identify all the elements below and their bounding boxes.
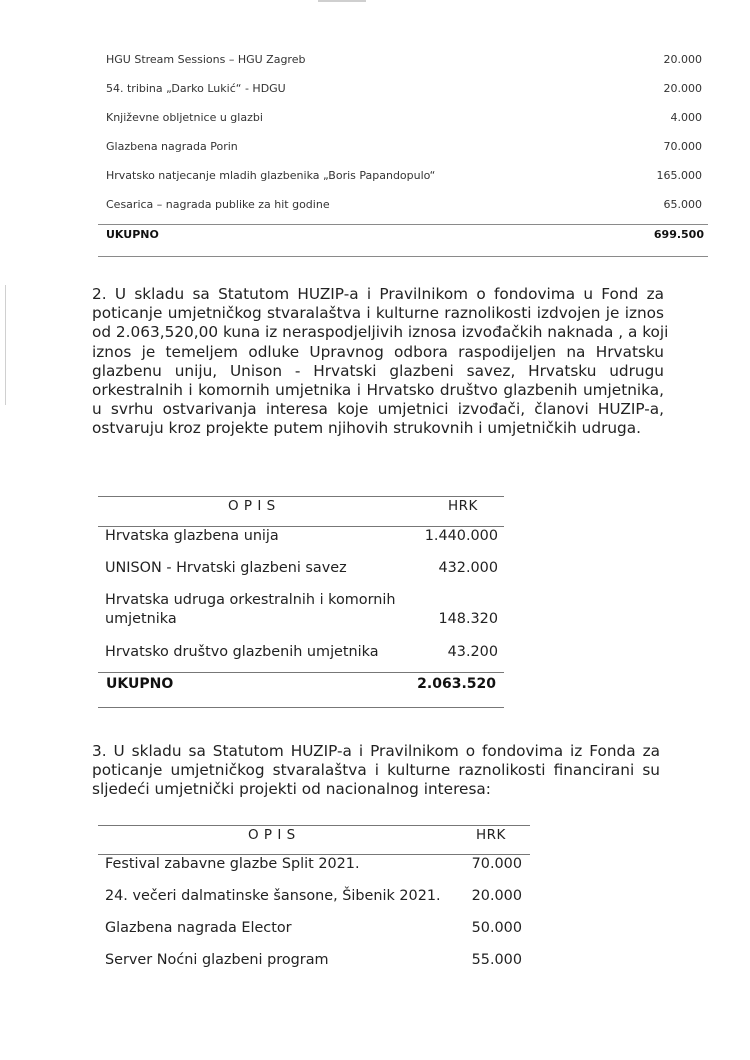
row-amount: 20.000 [663,53,702,66]
table-divider [98,672,504,673]
table-divider [98,256,708,257]
row-description: UNISON - Hrvatski glazbeni savez [105,560,347,576]
column-header-description: O P I S [228,498,276,514]
row-amount: 20.000 [663,82,702,95]
row-amount: 55.000 [471,952,522,968]
row-description: Književne obljetnice u glazbi [106,111,263,124]
row-description: Festival zabavne glazbe Split 2021. [105,856,360,872]
row-description: Hrvatsko natjecanje mladih glazbenika „Boris Papandopulo“ [106,169,436,182]
scan-edge-mark [318,0,366,2]
row-amount: 65.000 [663,198,702,211]
paragraph-line: sljedeći umjetnički projekti od nacionalnog interesa: [92,780,491,799]
row-amount: 4.000 [670,111,702,124]
table-divider [98,825,530,826]
table-row [98,164,708,186]
row-description: Cesarica – nagrada publike za hit godine [106,198,330,211]
row-description: Hrvatsko društvo glazbenih umjetnika [105,644,379,660]
paragraph-line: ostvaruju kroz projekte putem njihovih strukovnih i umjetničkih udruga. [92,419,642,438]
total-label: UKUPNO [106,676,174,692]
paragraph-line: poticanje umjetničkog stvaralaštva i kulturne raznolikosti izdvojen je iznos [92,304,664,323]
row-description: 54. tribina „Darko Lukić“ - HDGU [106,82,286,95]
total-amount: 2.063.520 [417,676,496,692]
table-divider [98,707,504,708]
row-amount: 165.000 [656,169,702,182]
row-description: Server Noćni glazbeni program [105,952,329,968]
paragraph-3 [92,742,660,800]
row-amount: 20.000 [471,888,522,904]
column-header-amount: HRK [448,498,478,514]
column-header-amount: HRK [476,827,506,843]
row-description: HGU Stream Sessions – HGU Zagreb [106,53,306,66]
paragraph-2 [92,285,669,439]
table-divider [98,526,504,527]
paragraph-line: 3. U skladu sa Statutom HUZIP-a i Pravilnikom o fondovima iz Fonda za [92,742,660,760]
table-divider [98,496,504,497]
paragraph-line: od 2.063,520,00 kuna iz neraspodjeljivih iznosa izvođačkih naknada , a koji [92,323,669,342]
funding-table-2 [98,490,504,710]
row-description: Glazbena nagrada Elector [105,920,292,936]
table-row [98,77,708,99]
scan-edge-mark [5,285,6,405]
table-row [98,48,708,70]
table-divider [98,854,530,855]
table-row [98,135,708,157]
total-label: UKUPNO [106,228,159,241]
paragraph-line: u svrhu ostvarivanja interesa koje umjetnici izvođači, članovi HUZIP-a, [92,400,664,419]
paragraph-line: orkestralnih i komornih umjetnika i Hrvatsko društvo glazbenih umjetnika, [92,381,664,400]
row-description: Hrvatska udruga orkestralnih i komornih [105,592,396,608]
column-header-description: O P I S [248,827,296,843]
funding-table-3 [98,820,530,990]
paragraph-line: iznos je temeljem odluke Upravnog odbora raspodijeljen na Hrvatsku [92,342,664,361]
total-amount: 699.500 [653,228,704,241]
row-amount: 43.200 [447,644,498,660]
row-amount: 1.440.000 [424,528,498,544]
row-description: 24. večeri dalmatinske šansone, Šibenik 2021. [105,888,441,904]
row-amount: 432.000 [438,560,498,576]
row-description-continued: umjetnika [105,611,177,627]
row-amount: 70.000 [471,856,522,872]
row-amount: 70.000 [663,140,702,153]
paragraph-line: glazbenu uniju, Unison - Hrvatski glazbeni savez, Hrvatsku udrugu [92,361,664,380]
row-description: Hrvatska glazbena unija [105,528,279,544]
paragraph-line: poticanje umjetničkog stvaralaštva i kulturne raznolikosti financirani su [92,761,660,780]
table-row [98,193,708,215]
row-amount: 50.000 [471,920,522,936]
row-amount: 148.320 [438,611,498,627]
row-description: Glazbena nagrada Porin [106,140,238,153]
table-total-row [98,224,708,246]
paragraph-line: 2. U skladu sa Statutom HUZIP-a i Pravilnikom o fondovima u Fond za [92,285,664,303]
table-row [98,106,708,128]
